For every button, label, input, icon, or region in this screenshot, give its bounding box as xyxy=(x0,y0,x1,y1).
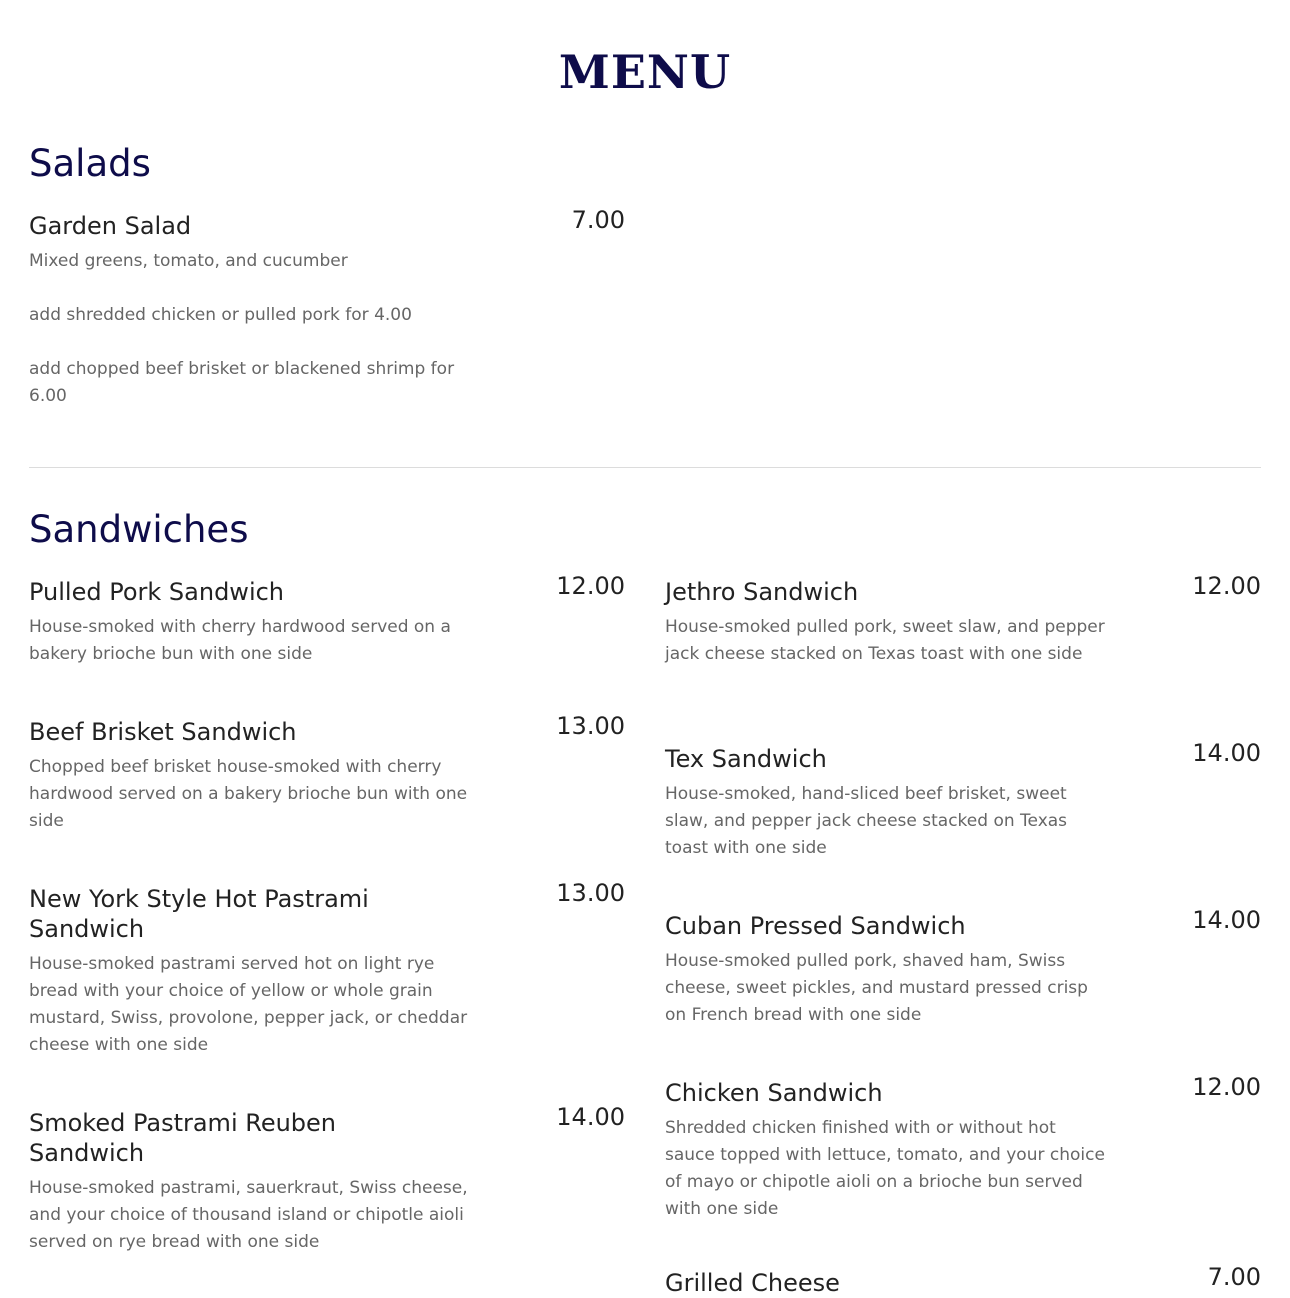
item-description: Mixed greens, tomato, and cucumber xyxy=(29,251,348,271)
menu-item-jethro-sandwich xyxy=(665,572,1261,668)
item-price: 7.00 xyxy=(571,206,625,234)
item-description: Shredded chicken finished with or without hot sauce topped with lettuce, tomato, and your choice of mayo or chipotle aioli on a brioche bun served with one side xyxy=(665,1118,1105,1219)
item-name: Smoked Pastrami Reuben Sandwich xyxy=(29,1109,337,1167)
item-add-on: add chopped beef brisket or blackened shrimp for 6.00 xyxy=(29,359,455,406)
item-price: 12.00 xyxy=(1192,1073,1261,1101)
item-price: 12.00 xyxy=(1192,572,1261,600)
item-price: 7.00 xyxy=(1207,1263,1261,1291)
item-description: Chopped beef brisket house-smoked with cherry hardwood served on a bakery brioche bun with one side xyxy=(29,757,468,831)
item-add-on: add shredded chicken or pulled pork for 4.00 xyxy=(29,305,412,325)
item-price: 14.00 xyxy=(1192,739,1261,767)
item-price: 14.00 xyxy=(556,1103,625,1131)
item-name: Chicken Sandwich xyxy=(665,1079,883,1107)
menu-title: MENU xyxy=(558,45,732,99)
item-name: Garden Salad xyxy=(29,212,192,240)
menu-item-tex-sandwich xyxy=(665,739,1261,862)
item-name: Beef Brisket Sandwich xyxy=(29,718,297,746)
item-price: 12.00 xyxy=(556,572,625,600)
menu-item-pulled-pork-sandwich xyxy=(29,572,625,668)
item-price: 13.00 xyxy=(556,879,625,907)
item-name: Cuban Pressed Sandwich xyxy=(665,912,966,940)
menu-item-chicken-sandwich xyxy=(665,1073,1261,1223)
menu-item-new-york-hot-pastrami-sandwich xyxy=(29,879,625,1059)
menu-item-smoked-pastrami-reuben-sandwich xyxy=(29,1103,625,1256)
menu-item-beef-brisket-sandwich xyxy=(29,712,625,835)
item-price: 13.00 xyxy=(556,712,625,740)
item-description: House-smoked pulled pork, shaved ham, Swiss cheese, sweet pickles, and mustard pressed crisp on French bread with one side xyxy=(665,951,1088,1025)
menu-item-grilled-cheese xyxy=(665,1263,1261,1298)
item-name: Grilled Cheese xyxy=(665,1269,840,1297)
item-description: House-smoked with cherry hardwood served on a bakery brioche bun with one side xyxy=(29,617,451,664)
item-name: Jethro Sandwich xyxy=(665,578,859,606)
item-description: House-smoked pulled pork, sweet slaw, and pepper jack cheese stacked on Texas toast with one side xyxy=(665,617,1105,664)
section-divider xyxy=(29,467,1261,468)
item-description: House-smoked pastrami, sauerkraut, Swiss cheese, and your choice of thousand island or chipotle aioli served on rye bread with one side xyxy=(29,1178,468,1252)
menu-item-cuban-pressed-sandwich xyxy=(665,906,1261,1029)
item-name: Pulled Pork Sandwich xyxy=(29,578,285,606)
item-price: 14.00 xyxy=(1192,906,1261,934)
section-title-sandwiches: Sandwiches xyxy=(29,508,249,551)
item-description: House-smoked pastrami served hot on light rye bread with your choice of yellow or whole grain mustard, Swiss, provolone, pepper jack, or cheddar cheese with one side xyxy=(29,954,468,1055)
section-title-salads: Salads xyxy=(29,142,151,185)
menu-item-garden-salad xyxy=(29,206,625,410)
item-name: New York Style Hot Pastrami Sandwich xyxy=(29,885,369,943)
item-name: Tex Sandwich xyxy=(665,745,827,773)
item-description: House-smoked, hand-sliced beef brisket, sweet slaw, and pepper jack cheese stacked on Texas toast with one side xyxy=(665,784,1068,858)
